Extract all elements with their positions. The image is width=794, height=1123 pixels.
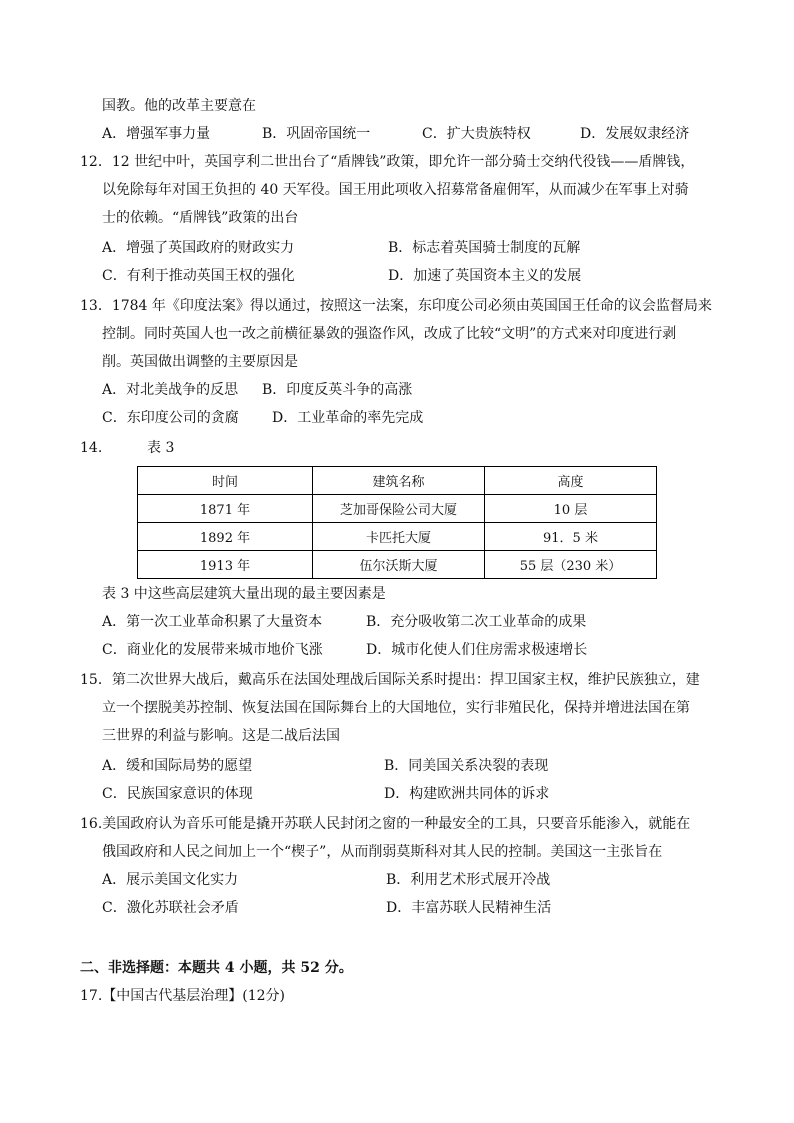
q14-option-d[interactable]: D．城市化使人们住房需求极速增长 (366, 642, 588, 658)
table-cell: 55 层（230 米） (485, 551, 657, 579)
q13-option-b[interactable]: B．印度反英斗争的高涨 (262, 382, 413, 398)
table-cell: 1871 年 (138, 495, 313, 523)
q15-option-b[interactable]: B．同美国关系决裂的表现 (384, 758, 549, 774)
q14-option-c[interactable]: C．商业化的发展带来城市地价飞涨 (102, 642, 323, 658)
q11-option-b[interactable]: B．巩固帝国统一 (262, 126, 371, 142)
table-cell: 卡匹托大厦 (313, 523, 485, 551)
q14-option-b[interactable]: B．充分吸收第二次工业革命的成果 (366, 614, 587, 630)
q13-stem-line-2: 控制。同时英国人也一改之前横征暴敛的强盗作风，改成了比较“文明”的方式来对印度进行剥 (102, 326, 677, 342)
q15-stem-line-2: 立一个摆脱美苏控制、恢复法国在国际舞台上的大国地位，实行非殖民化，保持并增进法国在第 (102, 700, 690, 716)
q13-option-c[interactable]: C．东印度公司的贪腐 (102, 410, 239, 426)
q16-option-d[interactable]: D．丰富苏联人民精神生活 (386, 900, 552, 916)
q16-option-a[interactable]: A．展示美国文化实力 (102, 872, 239, 888)
q16-stem-line-1: 16.美国政府认为音乐可能是撬开苏联人民封闭之窗的一种最安全的工具，只要音乐能渗入，就能在 (80, 816, 691, 832)
q15-stem-line-3: 三世界的利益与影响。这是二战后法国 (102, 728, 340, 744)
q11-option-d[interactable]: D．发展奴隶经济 (580, 126, 690, 142)
q15-option-d[interactable]: D．构建欧洲共同体的诉求 (384, 786, 550, 802)
q15-option-a[interactable]: A．缓和国际局势的愿望 (102, 758, 253, 774)
q14-stem: 表 3 中这些高层建筑大量出现的最主要因素是 (102, 586, 386, 602)
q13-stem-line-3: 削。英国做出调整的主要原因是 (102, 354, 298, 370)
q12-stem-line-1: 12．12 世纪中叶，英国亨利二世出台了“盾牌钱”政策，即允许一部分骑士交纳代役钱——盾牌钱， (80, 154, 695, 170)
q16-stem-line-2: 俄国政府和人民之间加上一个“楔子”，从而削弱莫斯科对其人民的控制。美国这一主张旨在 (102, 844, 663, 860)
q13-option-d[interactable]: D．工业革命的率先完成 (272, 410, 424, 426)
table-header-cell: 高度 (485, 467, 657, 495)
q15-option-c[interactable]: C．民族国家意识的体现 (102, 786, 253, 802)
q16-option-c[interactable]: C．激化苏联社会矛盾 (102, 900, 239, 916)
table-cell: 伍尔沃斯大厦 (313, 551, 485, 579)
table-cell: 10 层 (485, 495, 657, 523)
q14-number: 14. (80, 440, 103, 456)
q12-option-b[interactable]: B．标志着英国骑士制度的瓦解 (388, 240, 581, 256)
table-cell: 芝加哥保险公司大厦 (313, 495, 485, 523)
table-cell: 1892 年 (138, 523, 313, 551)
q14-data-table (137, 466, 657, 579)
q11-stem-tail: 国教。他的改革主要意在 (102, 98, 256, 114)
q12-option-c[interactable]: C．有利于推动英国王权的强化 (102, 268, 295, 284)
q15-stem-line-1: 15．第二次世界大战后，戴高乐在法国处理战后国际关系时提出：捍卫国家主权，维护民族独立，建 (80, 672, 700, 688)
q16-option-b[interactable]: B．利用艺术形式展开冷战 (386, 872, 551, 888)
q12-option-a[interactable]: A．增强了英国政府的财政实力 (102, 240, 295, 256)
q17-heading: 17.【中国古代基层治理】(12分) (80, 988, 286, 1004)
q14-table-caption: 表 3 (147, 440, 175, 456)
table-cell: 1913 年 (138, 551, 313, 579)
q12-stem-line-3: 士的依赖。“盾牌钱”政策的出台 (102, 210, 299, 226)
table-header-row (138, 467, 657, 495)
table-header-cell: 建筑名称 (313, 467, 485, 495)
q12-option-d[interactable]: D．加速了英国资本主义的发展 (388, 268, 582, 284)
q14-option-a[interactable]: A．第一次工业革命积累了大量资本 (102, 614, 323, 630)
q11-option-c[interactable]: C．扩大贵族特权 (422, 126, 531, 142)
q12-stem-line-2: 以免除每年对国王负担的 40 天军役。国王用此项收入招募常备雇佣军，从而减少在军事上对骑 (102, 182, 689, 198)
q13-option-a[interactable]: A．对北美战争的反思 (102, 382, 239, 398)
table-row (138, 523, 657, 551)
table-cell: 91．5 米 (485, 523, 657, 551)
section-2-heading: 二、非选择题：本题共 4 小题，共 52 分。 (80, 960, 353, 976)
table-row (138, 551, 657, 579)
q13-stem-line-1: 13．1784 年《印度法案》得以通过，按照这一法案，东印度公司必须由英国国王任命的议会监督局来 (80, 298, 712, 314)
table-row (138, 495, 657, 523)
q11-option-a[interactable]: A．增强军事力量 (102, 126, 211, 142)
table-header-cell: 时间 (138, 467, 313, 495)
